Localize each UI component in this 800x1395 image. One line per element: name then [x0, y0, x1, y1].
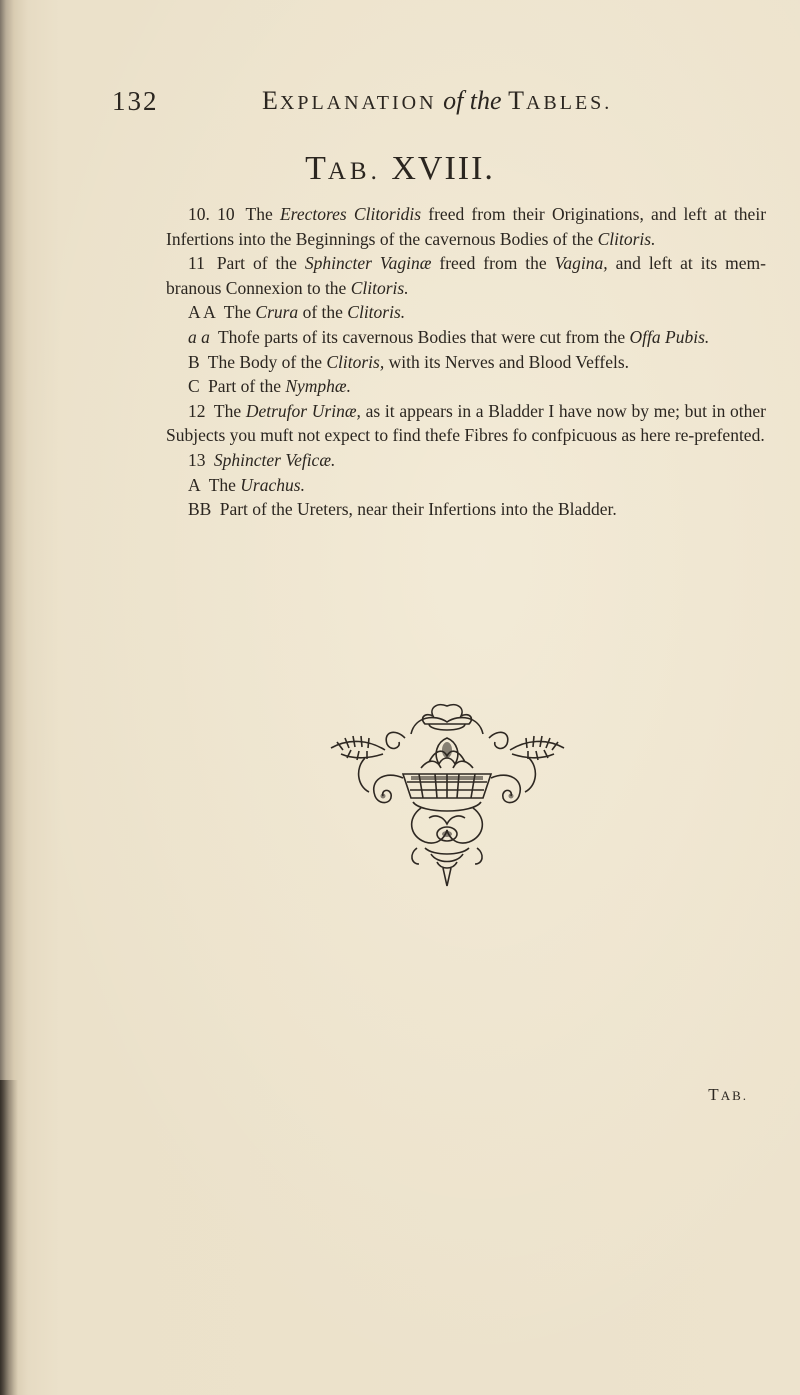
- explanation-entry: [166, 497, 766, 522]
- entry-text: with its Nerves and Blood Veffels.: [384, 351, 630, 372]
- explanation-entry: [166, 399, 766, 448]
- entry-italic-term: Sphincter Vaginæ: [304, 253, 432, 274]
- entry-text: of the: [298, 302, 348, 323]
- explanation-entry: [166, 448, 766, 473]
- running-head-initial-2: T: [508, 86, 526, 115]
- entry-italic-term: Clitoris,: [326, 351, 385, 372]
- table-title-numeral: XVIII.: [391, 150, 495, 187]
- entry-key: 11: [188, 253, 205, 274]
- entry-key: BB: [188, 499, 212, 520]
- running-head-word-2: ABLES.: [525, 92, 613, 114]
- running-head-word-1: XPLANATION: [279, 92, 437, 114]
- page-header: [0, 86, 800, 126]
- entry-key: 12: [188, 400, 206, 421]
- floral-vase-tailpiece-icon: [325, 698, 570, 893]
- entry-italic-term: Vagina,: [554, 253, 608, 274]
- entry-italic-term: Erectores Clitoridis: [279, 204, 422, 224]
- entry-text: The: [223, 302, 256, 323]
- running-head-initial-1: E: [262, 86, 280, 115]
- entry-text: freed from their Originations, and left at their Infertions into the Beginnings of the cavernous Bodies of the: [166, 204, 767, 249]
- explanation-entry: [166, 325, 766, 350]
- entry-text: The: [208, 474, 241, 495]
- entry-key: a a: [188, 326, 210, 347]
- entry-key: A: [188, 474, 201, 495]
- explanation-entry: [166, 473, 766, 498]
- entry-text: and left at its mem-branous Connexion to the: [166, 253, 766, 298]
- explanation-entry: [166, 251, 766, 300]
- page-number: 132: [112, 86, 159, 116]
- explanation-entry: [166, 374, 766, 399]
- running-head: [262, 86, 612, 116]
- explanation-entry: [166, 300, 766, 325]
- entry-italic-term: Detrufor Urinæ,: [245, 400, 361, 421]
- entry-text: Part of the Ureters, near their Infertions into the Bladder.: [219, 499, 617, 520]
- entry-italic-term: Nymphæ.: [285, 376, 351, 397]
- entry-text: Part of the: [216, 253, 305, 274]
- entry-key: 13: [188, 449, 206, 470]
- binding-shadow: [0, 1080, 18, 1395]
- entry-text: as it appears in a Bladder I have now by me; but in other Subjects you muft not expect to find thefe Fibres fo confpicuous as here re-prefented.: [166, 400, 767, 446]
- entry-italic-term: Urachus.: [240, 474, 305, 495]
- table-title-initial: T: [305, 150, 328, 187]
- catchword-initial: T: [708, 1085, 721, 1104]
- entry-italic-term: Sphincter Veficæ.: [213, 449, 336, 470]
- catchword: [708, 1085, 748, 1105]
- explanation-entry: [166, 202, 766, 251]
- entry-key: 10. 10: [188, 204, 235, 224]
- entry-text: The: [213, 400, 246, 421]
- entry-italic-term: Crura: [255, 302, 299, 323]
- entry-italic-term: Clitoris.: [347, 302, 406, 323]
- entry-key: C: [188, 376, 200, 397]
- running-head-connector: of the: [443, 86, 502, 115]
- catchword-rest: AB.: [720, 1088, 748, 1103]
- entry-text: Thofe parts of its cavernous Bodies that were cut from the: [217, 326, 630, 347]
- entry-text: The: [245, 204, 280, 224]
- entry-text: Part of the: [208, 376, 286, 397]
- table-title-word: AB.: [327, 158, 381, 185]
- entry-italic-term: Clitoris.: [350, 277, 409, 298]
- entry-key: B: [188, 351, 200, 372]
- table-title: [0, 150, 800, 188]
- entry-key: A A: [188, 302, 216, 323]
- entry-text: The Body of the: [207, 351, 327, 372]
- explanation-entry: [166, 350, 766, 375]
- entry-italic-term: Clitoris.: [597, 228, 656, 249]
- explanation-entries: [166, 202, 766, 522]
- entry-text: freed from the: [431, 253, 555, 274]
- entry-italic-term: Offa Pubis.: [629, 326, 710, 347]
